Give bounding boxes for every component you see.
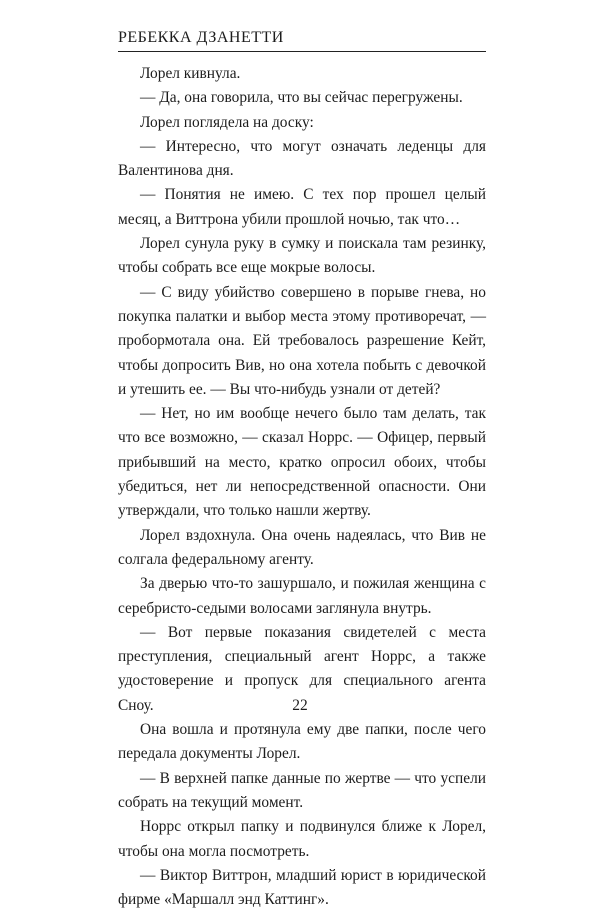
page-body xyxy=(118,62,486,912)
paragraph: Лорел кивнула. xyxy=(140,65,241,82)
paragraph: — Интересно, что могут означать леденцы для Валентинова дня. xyxy=(118,137,486,180)
paragraph: Она вошла и протянула ему две папки, после чего передала документы Лорел. xyxy=(118,721,486,763)
running-head-author: РЕБЕККА ДЗАНЕТТИ xyxy=(118,29,284,46)
header-rule xyxy=(118,51,486,52)
paragraph: — С виду убийство совершено в порыве гнева, но покупка палатки и выбор места этому противоречат, — пробормотала она. Ей требовалось разрешение Кейт, чтобы допросить Вив, но она хотела побыть с девочкой и утешить ее. — Вы что-нибудь узнали от детей? xyxy=(118,283,486,398)
paragraph: — Нет, но им вообще нечего было там делать, так что все возможно, — сказал Норрс. — Офицер, первый прибывший на место, кратко опросил обоих, чтобы убедиться, нет ли непосредственной опасности. Они утверждали, что только нашли жертву. xyxy=(118,405,486,520)
paragraph: — Да, она говорила, что вы сейчас перегружены. xyxy=(140,89,463,107)
paragraph: — Виктор Виттрон, младший юрист в юридической фирме «Маршалл энд Каттинг». xyxy=(118,866,486,909)
paragraph: — Вот первые показания свидетелей с места преступления, специальный агент Норрс, а также удостоверение и пропуск для специального агента Сноу. xyxy=(118,623,486,714)
paragraph: Лорел поглядела на доску: xyxy=(140,113,314,131)
paragraph: Лорел сунула руку в сумку и поискала там резинку, чтобы собрать все еще мокрые волосы. xyxy=(118,235,486,277)
paragraph: Норрс открыл папку и подвинулся ближе к Лорел, чтобы она могла посмотреть. xyxy=(118,818,486,860)
paragraph: — В верхней папке данные по жертве — что успели собрать на текущий момент. xyxy=(118,769,486,811)
paragraph: — Понятия не имею. С тех пор прошел целый месяц, а Виттрона убили прошлой ночью, так что… xyxy=(118,186,486,228)
page-number: 22 xyxy=(292,697,308,714)
paragraph: За дверью что-то зашуршало, и пожилая женщина с серебристо-седыми волосами заглянула внутрь. xyxy=(118,575,486,617)
paragraph: Лорел вздохнула. Она очень надеялась, что Вив не солгала федеральному агенту. xyxy=(118,526,486,568)
